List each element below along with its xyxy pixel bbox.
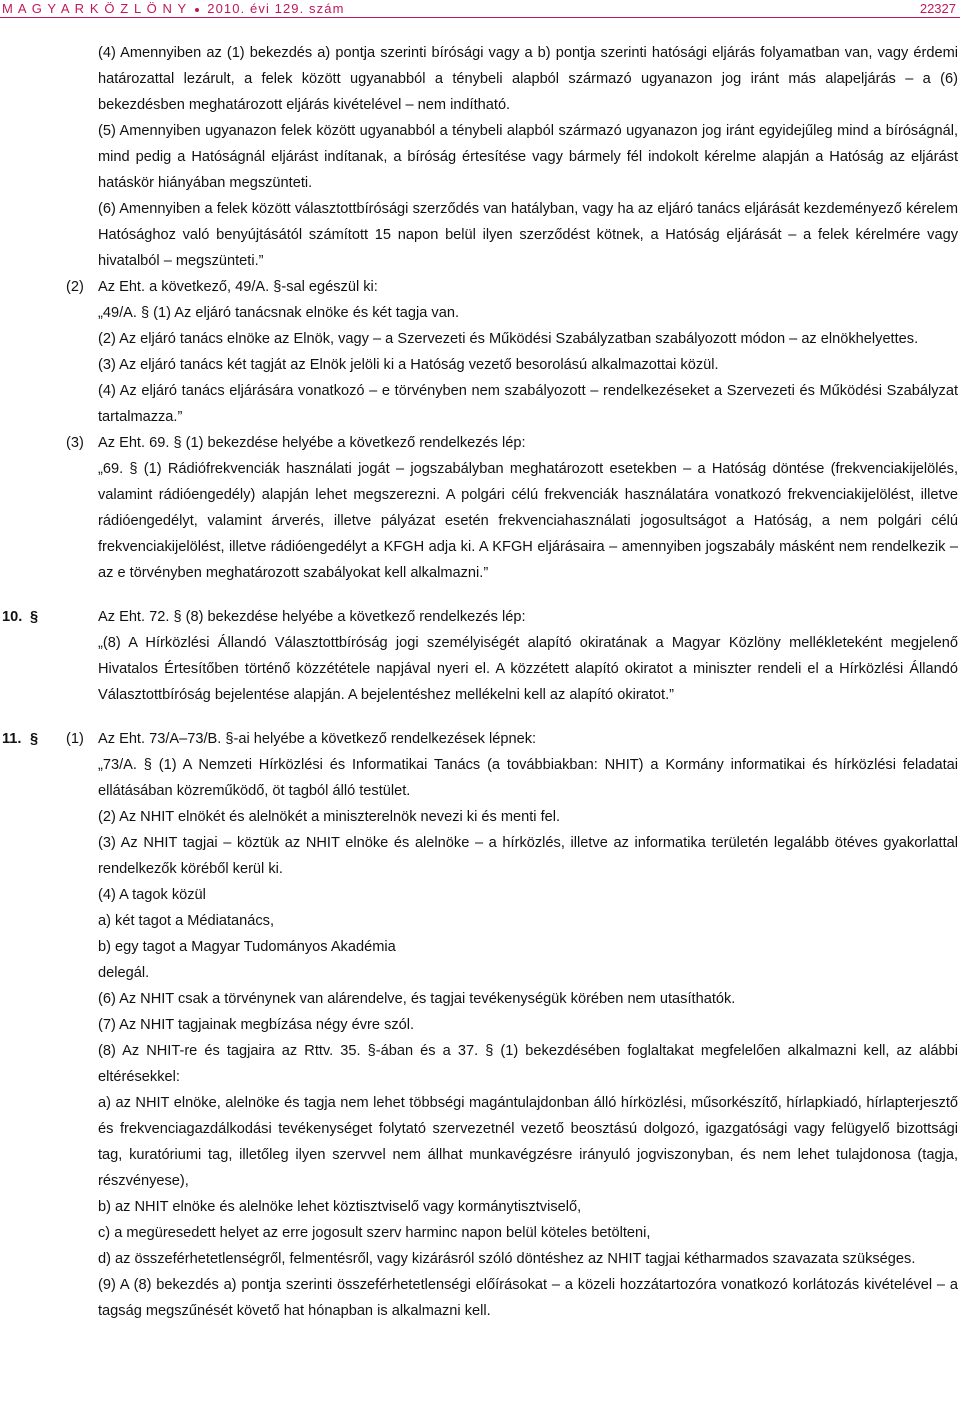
paragraph-text: b) egy tagot a Magyar Tudományos Akadémia bbox=[98, 939, 396, 955]
paragraph bbox=[0, 40, 960, 118]
paragraph-text: Az Eht. 73/A–73/B. §-ai helyébe a következő rendelkezések lépnek: bbox=[98, 731, 537, 747]
paragraph-text: Az Eht. 72. § (8) bekezdése helyébe a következő rendelkezés lép: bbox=[98, 609, 526, 625]
paragraph-text: (2) Az eljáró tanács elnöke az Elnök, vagy – a Szervezeti és Működési Szabályzatban szabályozott módon – az elnökhelyettes. bbox=[98, 331, 919, 347]
section-9-continuation bbox=[0, 40, 960, 586]
paragraph bbox=[0, 1220, 960, 1246]
paragraph bbox=[0, 1012, 960, 1038]
paragraph bbox=[0, 1038, 960, 1090]
section-number: 11. bbox=[2, 731, 22, 747]
section-sign: § bbox=[30, 609, 39, 625]
paragraph-number: (2) bbox=[66, 279, 84, 295]
bullet-icon bbox=[195, 8, 199, 12]
paragraph bbox=[0, 196, 960, 274]
paragraph bbox=[0, 430, 960, 456]
document-body bbox=[0, 40, 960, 1324]
page-header bbox=[0, 0, 960, 18]
paragraph bbox=[0, 378, 960, 430]
paragraph-text: „73/A. § (1) A Nemzeti Hírközlési és Informatikai Tanács (a továbbiakban: NHIT) a Kormány informatikai és hírközlési feladatai ellátásában közreműködő, öt tagból álló testület. bbox=[98, 757, 958, 799]
paragraph bbox=[0, 1272, 960, 1324]
paragraph-text: a) az NHIT elnöke, alelnöke és tagja nem lehet többségi magántulajdonban álló hírközlési, műsorkészítő, hírlapkiadó, hírlapterjesztő és frekvenciagazdálkodási tevékenységet folytató szervezetnél vezető beosztású dolgozó, igazgatósági vagy felügyelő bizottsági tag, kuratóriumi tag, illetőleg ilyen szervvel nem állhat munkavégzésre irányuló jogviszonyban, és nem lehet tulajdonosa (tagja, részvényese), bbox=[98, 1095, 958, 1189]
paragraph bbox=[0, 830, 960, 882]
paragraph-text: „69. § (1) Rádiófrekvenciák használati jogát – jogszabályban meghatározott esetekben – a Hatóság döntése (frekvenciakijelölés, valamint rádióengedély) alapján lehet megszerezni. A polgári célú frekvenciák használatára vonatkozó frekvenciakijelölést, illetve rádióengedélyt, valamint árverés, illetve pályázat esetén frekvenciahasználati jogosultságot a Hatóság, a nem polgári célú frekvenciakijelölést, illetve rádióengedélyt a KFGH adja ki. A KFGH eljárásaira – amennyiben jogszabály másként nem rendelkezik – az e törvényben meghatározott szabályokat kell alkalmazni.” bbox=[98, 461, 958, 581]
spacer bbox=[0, 708, 960, 726]
paragraph-text: (7) Az NHIT tagjainak megbízása négy évre szól. bbox=[98, 1017, 415, 1033]
paragraph bbox=[0, 934, 960, 960]
paragraph bbox=[0, 882, 960, 908]
paragraph bbox=[0, 630, 960, 708]
paragraph-text: (6) Amennyiben a felek között választottbírósági szerződés van hatályban, vagy ha az eljáró tanács eljárását kezdeményező kérelem Hatósághoz való benyújtásától számított 15 napon belül ilyen szerződést kötnek, a Hatóság eljárását – a felek kérelmére vagy hivatalból – megszünteti.” bbox=[98, 201, 958, 269]
paragraph bbox=[0, 274, 960, 300]
paragraph bbox=[0, 908, 960, 934]
section-11 bbox=[0, 726, 960, 1324]
paragraph bbox=[0, 352, 960, 378]
section-sign: § bbox=[30, 731, 39, 747]
paragraph bbox=[0, 300, 960, 326]
paragraph-text: c) a megüresedett helyet az erre jogosult szerv harminc napon belül köteles betölteni, bbox=[98, 1225, 651, 1241]
paragraph-text: d) az összeférhetetlenségről, felmentésről, vagy kizárásról szóló döntéshez az NHIT tagjai kétharmados szavazata szükséges. bbox=[98, 1251, 916, 1267]
paragraph-number: (3) bbox=[66, 435, 84, 451]
paragraph-text: (4) Amennyiben az (1) bekezdés a) pontja szerinti bírósági vagy a b) pontja szerinti hatósági eljárás folyamatban van, vagy érdemi határozattal lezárult, a felek között ugyanabból a ténybeli alapból származó ugyanazon jog iránt más alapeljárás – a (6) bekezdésben meghatározott eljárás kivételével – nem indítható. bbox=[98, 45, 958, 113]
journal-title bbox=[2, 1, 345, 17]
paragraph bbox=[0, 960, 960, 986]
paragraph-text: (2) Az NHIT elnökét és alelnökét a miniszterelnök nevezi ki és menti fel. bbox=[98, 809, 561, 825]
header-rule bbox=[0, 17, 960, 18]
paragraph-text: (8) Az NHIT-re és tagjaira az Rttv. 35. §-ában és a 37. § (1) bekezdésében foglaltakat megfelelően alkalmazni kell, az alábbi eltérésekkel: bbox=[98, 1043, 958, 1085]
paragraph-text: (5) Amennyiben ugyanazon felek között ugyanabból a ténybeli alapból származó ugyanazon jog iránt egyidejűleg mind a bíróságnál, mind pedig a Hatóságnál eljárást indítanak, a bíróság értesítése vagy bármely fél indokolt kérelme alapján a Hatóság az eljárást hatáskör hiányában megszünteti. bbox=[98, 123, 958, 191]
paragraph bbox=[0, 456, 960, 586]
paragraph bbox=[0, 804, 960, 830]
paragraph bbox=[0, 752, 960, 804]
section-10 bbox=[0, 604, 960, 708]
paragraph-text: (3) Az eljáró tanács két tagját az Elnök jelöli ki a Hatóság vezető besorolású alkalmazottai közül. bbox=[98, 357, 719, 373]
paragraph-text: „(8) A Hírközlési Állandó Választottbíróság jogi személyiségét alapító okiratának a Magyar Közlöny mellékleteként megjelenő Hivatalos Értesítőben történő közzététele napjával nyeri el. A közzétett alapító okiratot a miniszter rendeli el a Hírközlési Állandó Választottbíróság bejelentése alapján. A bejelentéshez mellékelni kell az alapító okiratot.” bbox=[98, 635, 958, 703]
paragraph-text: „49/A. § (1) Az eljáró tanácsnak elnöke és két tagja van. bbox=[98, 305, 459, 321]
paragraph bbox=[0, 986, 960, 1012]
paragraph bbox=[0, 118, 960, 196]
paragraph bbox=[0, 1090, 960, 1194]
paragraph bbox=[0, 326, 960, 352]
paragraph-text: (3) Az NHIT tagjai – köztük az NHIT elnöke és alelnöke – a hírközlés, illetve az informatika területén legalább ötéves gyakorlattal rendelkezők köréből kerül ki. bbox=[98, 835, 958, 877]
paragraph bbox=[0, 726, 960, 752]
paragraph-text: (9) A (8) bekezdés a) pontja szerinti összeférhetetlenségi előírásokat – a közeli hozzátartozóra vonatkozó korlátozás kivételével – a tagság megszűnését követő hat hónapban is alkalmazni kell. bbox=[98, 1277, 958, 1319]
paragraph-text: b) az NHIT elnöke és alelnöke lehet köztisztviselő vagy kormánytisztviselő, bbox=[98, 1199, 582, 1215]
paragraph-text: (4) A tagok közül bbox=[98, 887, 206, 903]
paragraph-text: (4) Az eljáró tanács eljárására vonatkozó – e törvényben nem szabályozott – rendelkezéseket a Szervezeti és Működési Szabályzat tartalmazza.” bbox=[98, 383, 958, 425]
paragraph-text: a) két tagot a Médiatanács, bbox=[98, 913, 275, 929]
paragraph-text: (6) Az NHIT csak a törvénynek van alárendelve, és tagjai tevékenységük körében nem utasíthatók. bbox=[98, 991, 736, 1007]
issue-number: 2010. évi 129. szám bbox=[207, 1, 345, 16]
paragraph bbox=[0, 1194, 960, 1220]
paragraph-text: Az Eht. a következő, 49/A. §-sal egészül ki: bbox=[98, 279, 378, 295]
page-number: 22327 bbox=[919, 1, 956, 16]
paragraph bbox=[0, 1246, 960, 1272]
section-number: 10. bbox=[2, 609, 23, 625]
paragraph bbox=[0, 604, 960, 630]
paragraph-number: (1) bbox=[66, 731, 84, 747]
journal-name: M A G Y A R K Ö Z L Ö N Y bbox=[2, 1, 188, 16]
paragraph-text: delegál. bbox=[98, 965, 150, 981]
paragraph-text: Az Eht. 69. § (1) bekezdése helyébe a következő rendelkezés lép: bbox=[98, 435, 526, 451]
spacer bbox=[0, 586, 960, 604]
